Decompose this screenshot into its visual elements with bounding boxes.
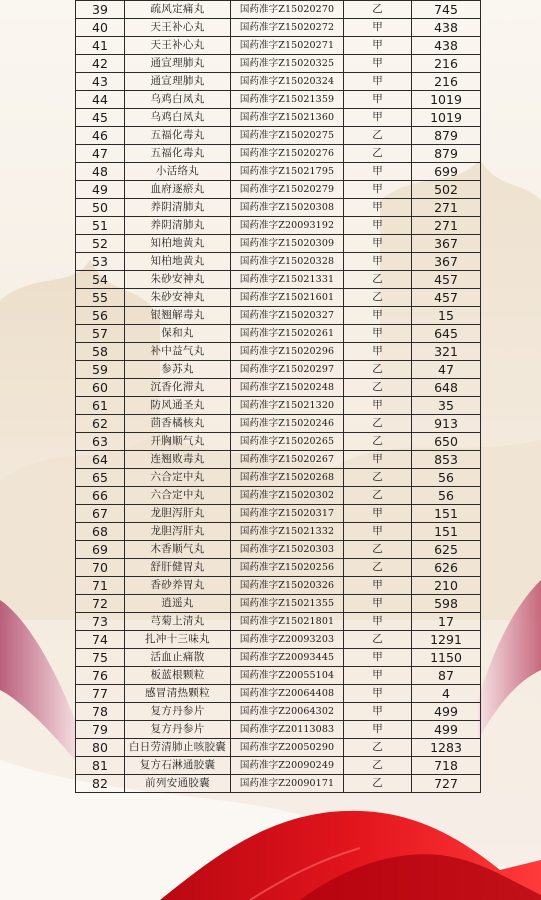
- insurance-class-cell: 乙: [344, 127, 412, 145]
- price-cell: 457: [412, 271, 481, 289]
- insurance-class-cell: 甲: [344, 55, 412, 73]
- price-cell: 56: [412, 487, 481, 505]
- row-number-cell: 50: [76, 199, 125, 217]
- drug-table-body: [76, 1, 481, 793]
- insurance-class-cell: 乙: [344, 775, 412, 793]
- drug-name-cell: 养阴清肺丸: [125, 217, 231, 235]
- drug-name-cell: 参苏丸: [125, 361, 231, 379]
- insurance-class-cell: 甲: [344, 235, 412, 253]
- price-cell: 1291: [412, 631, 481, 649]
- row-number-cell: 63: [76, 433, 125, 451]
- price-cell: 367: [412, 253, 481, 271]
- table-row: [76, 307, 481, 325]
- insurance-class-cell: 乙: [344, 1, 412, 19]
- drug-name-cell: 白日劳清肺止咳胶囊: [125, 739, 231, 757]
- drug-name-cell: 天王补心丸: [125, 37, 231, 55]
- drug-name-cell: 六合定中丸: [125, 469, 231, 487]
- row-number-cell: 40: [76, 19, 125, 37]
- row-number-cell: 43: [76, 73, 125, 91]
- drug-name-cell: 连翘败毒丸: [125, 451, 231, 469]
- insurance-class-cell: 乙: [344, 541, 412, 559]
- table-row: [76, 289, 481, 307]
- drug-name-cell: 六合定中丸: [125, 487, 231, 505]
- drug-name-cell: 逍遥丸: [125, 595, 231, 613]
- approval-number-cell: 国药准字Z15020265: [231, 433, 344, 451]
- price-cell: 853: [412, 451, 481, 469]
- row-number-cell: 57: [76, 325, 125, 343]
- row-number-cell: 52: [76, 235, 125, 253]
- insurance-class-cell: 甲: [344, 109, 412, 127]
- table-row: [76, 325, 481, 343]
- approval-number-cell: 国药准字Z15020308: [231, 199, 344, 217]
- insurance-class-cell: 乙: [344, 271, 412, 289]
- insurance-class-cell: 甲: [344, 343, 412, 361]
- insurance-class-cell: 乙: [344, 739, 412, 757]
- price-cell: 1150: [412, 649, 481, 667]
- approval-number-cell: 国药准字Z15020279: [231, 181, 344, 199]
- row-number-cell: 41: [76, 37, 125, 55]
- price-cell: 626: [412, 559, 481, 577]
- approval-number-cell: 国药准字Z20093192: [231, 217, 344, 235]
- drug-name-cell: 板蓝根颗粒: [125, 667, 231, 685]
- approval-number-cell: 国药准字Z15020328: [231, 253, 344, 271]
- price-cell: 47: [412, 361, 481, 379]
- approval-number-cell: 国药准字Z15021359: [231, 91, 344, 109]
- drug-name-cell: 朱砂安神丸: [125, 289, 231, 307]
- drug-name-cell: 朱砂安神丸: [125, 271, 231, 289]
- drug-name-cell: 银翘解毒丸: [125, 307, 231, 325]
- price-cell: 502: [412, 181, 481, 199]
- price-cell: 499: [412, 703, 481, 721]
- drug-table-container: [75, 0, 477, 798]
- drug-name-cell: 茴香橘核丸: [125, 415, 231, 433]
- price-cell: 15: [412, 307, 481, 325]
- approval-number-cell: 国药准字Z15020309: [231, 235, 344, 253]
- approval-number-cell: 国药准字Z15020268: [231, 469, 344, 487]
- price-cell: 1019: [412, 109, 481, 127]
- insurance-class-cell: 甲: [344, 523, 412, 541]
- table-row: [76, 379, 481, 397]
- price-cell: 879: [412, 127, 481, 145]
- row-number-cell: 53: [76, 253, 125, 271]
- drug-name-cell: 小活络丸: [125, 163, 231, 181]
- table-row: [76, 685, 481, 703]
- price-cell: 718: [412, 757, 481, 775]
- drug-name-cell: 沉香化滞丸: [125, 379, 231, 397]
- drug-name-cell: 复方丹参片: [125, 703, 231, 721]
- approval-number-cell: 国药准字Z15021331: [231, 271, 344, 289]
- price-cell: 17: [412, 613, 481, 631]
- approval-number-cell: 国药准字Z20055104: [231, 667, 344, 685]
- price-cell: 35: [412, 397, 481, 415]
- drug-name-cell: 防风通圣丸: [125, 397, 231, 415]
- table-row: [76, 73, 481, 91]
- price-cell: 271: [412, 217, 481, 235]
- price-cell: 438: [412, 37, 481, 55]
- row-number-cell: 62: [76, 415, 125, 433]
- insurance-class-cell: 甲: [344, 91, 412, 109]
- insurance-class-cell: 甲: [344, 217, 412, 235]
- approval-number-cell: 国药准字Z20113083: [231, 721, 344, 739]
- price-cell: 499: [412, 721, 481, 739]
- drug-name-cell: 扎冲十三味丸: [125, 631, 231, 649]
- table-row: [76, 667, 481, 685]
- table-row: [76, 631, 481, 649]
- table-row: [76, 235, 481, 253]
- table-row: [76, 523, 481, 541]
- table-row: [76, 559, 481, 577]
- insurance-class-cell: 甲: [344, 667, 412, 685]
- approval-number-cell: 国药准字Z15021355: [231, 595, 344, 613]
- insurance-class-cell: 乙: [344, 631, 412, 649]
- drug-name-cell: 乌鸡白凤丸: [125, 91, 231, 109]
- insurance-class-cell: 乙: [344, 433, 412, 451]
- drug-name-cell: 感冒清热颗粒: [125, 685, 231, 703]
- drug-name-cell: 活血止痛散: [125, 649, 231, 667]
- row-number-cell: 64: [76, 451, 125, 469]
- row-number-cell: 79: [76, 721, 125, 739]
- table-row: [76, 55, 481, 73]
- approval-number-cell: 国药准字Z20064408: [231, 685, 344, 703]
- drug-name-cell: 复方石淋通胶囊: [125, 757, 231, 775]
- table-row: [76, 1, 481, 19]
- row-number-cell: 56: [76, 307, 125, 325]
- approval-number-cell: 国药准字Z15020275: [231, 127, 344, 145]
- drug-name-cell: 血府逐瘀丸: [125, 181, 231, 199]
- approval-number-cell: 国药准字Z15021601: [231, 289, 344, 307]
- drug-name-cell: 知柏地黄丸: [125, 235, 231, 253]
- row-number-cell: 55: [76, 289, 125, 307]
- table-row: [76, 343, 481, 361]
- insurance-class-cell: 甲: [344, 181, 412, 199]
- drug-name-cell: 天王补心丸: [125, 19, 231, 37]
- approval-number-cell: 国药准字Z15020256: [231, 559, 344, 577]
- drug-name-cell: 舒肝健胃丸: [125, 559, 231, 577]
- drug-name-cell: 通宣理肺丸: [125, 73, 231, 91]
- table-row: [76, 505, 481, 523]
- table-row: [76, 577, 481, 595]
- drug-name-cell: 木香顺气丸: [125, 541, 231, 559]
- row-number-cell: 81: [76, 757, 125, 775]
- insurance-class-cell: 甲: [344, 595, 412, 613]
- price-cell: 87: [412, 667, 481, 685]
- row-number-cell: 66: [76, 487, 125, 505]
- insurance-class-cell: 甲: [344, 613, 412, 631]
- table-row: [76, 739, 481, 757]
- price-cell: 4: [412, 685, 481, 703]
- table-row: [76, 37, 481, 55]
- insurance-class-cell: 乙: [344, 145, 412, 163]
- drug-name-cell: 乌鸡白凤丸: [125, 109, 231, 127]
- approval-number-cell: 国药准字Z15020303: [231, 541, 344, 559]
- table-row: [76, 127, 481, 145]
- approval-number-cell: 国药准字Z15021801: [231, 613, 344, 631]
- drug-name-cell: 香砂养胃丸: [125, 577, 231, 595]
- insurance-class-cell: 乙: [344, 487, 412, 505]
- approval-number-cell: 国药准字Z15020326: [231, 577, 344, 595]
- row-number-cell: 49: [76, 181, 125, 199]
- approval-number-cell: 国药准字Z20093203: [231, 631, 344, 649]
- drug-name-cell: 疏风定痛丸: [125, 1, 231, 19]
- row-number-cell: 46: [76, 127, 125, 145]
- table-row: [76, 361, 481, 379]
- drug-name-cell: 养阴清肺丸: [125, 199, 231, 217]
- insurance-class-cell: 甲: [344, 19, 412, 37]
- price-cell: 625: [412, 541, 481, 559]
- row-number-cell: 69: [76, 541, 125, 559]
- price-cell: 321: [412, 343, 481, 361]
- approval-number-cell: 国药准字Z20090171: [231, 775, 344, 793]
- row-number-cell: 65: [76, 469, 125, 487]
- price-cell: 879: [412, 145, 481, 163]
- row-number-cell: 73: [76, 613, 125, 631]
- insurance-class-cell: 乙: [344, 361, 412, 379]
- insurance-class-cell: 乙: [344, 757, 412, 775]
- drug-name-cell: 前列安通胶囊: [125, 775, 231, 793]
- row-number-cell: 71: [76, 577, 125, 595]
- table-row: [76, 451, 481, 469]
- approval-number-cell: 国药准字Z15020302: [231, 487, 344, 505]
- row-number-cell: 82: [76, 775, 125, 793]
- price-cell: 1019: [412, 91, 481, 109]
- approval-number-cell: 国药准字Z20064302: [231, 703, 344, 721]
- table-row: [76, 415, 481, 433]
- row-number-cell: 48: [76, 163, 125, 181]
- approval-number-cell: 国药准字Z15021360: [231, 109, 344, 127]
- price-cell: 913: [412, 415, 481, 433]
- insurance-class-cell: 甲: [344, 397, 412, 415]
- approval-number-cell: 国药准字Z20093445: [231, 649, 344, 667]
- table-row: [76, 469, 481, 487]
- row-number-cell: 39: [76, 1, 125, 19]
- row-number-cell: 61: [76, 397, 125, 415]
- price-cell: 1283: [412, 739, 481, 757]
- table-row: [76, 145, 481, 163]
- price-cell: 367: [412, 235, 481, 253]
- row-number-cell: 45: [76, 109, 125, 127]
- insurance-class-cell: 甲: [344, 577, 412, 595]
- approval-number-cell: 国药准字Z15020324: [231, 73, 344, 91]
- row-number-cell: 77: [76, 685, 125, 703]
- drug-name-cell: 复方丹参片: [125, 721, 231, 739]
- row-number-cell: 47: [76, 145, 125, 163]
- price-cell: 216: [412, 73, 481, 91]
- approval-number-cell: 国药准字Z15020270: [231, 1, 344, 19]
- approval-number-cell: 国药准字Z15020317: [231, 505, 344, 523]
- row-number-cell: 68: [76, 523, 125, 541]
- drug-name-cell: 五福化毒丸: [125, 145, 231, 163]
- insurance-class-cell: 甲: [344, 37, 412, 55]
- price-cell: 745: [412, 1, 481, 19]
- table-row: [76, 217, 481, 235]
- price-cell: 216: [412, 55, 481, 73]
- price-cell: 699: [412, 163, 481, 181]
- price-cell: 457: [412, 289, 481, 307]
- table-row: [76, 91, 481, 109]
- insurance-class-cell: 甲: [344, 451, 412, 469]
- row-number-cell: 72: [76, 595, 125, 613]
- table-row: [76, 163, 481, 181]
- insurance-class-cell: 甲: [344, 307, 412, 325]
- drug-name-cell: 龙胆泻肝丸: [125, 505, 231, 523]
- price-cell: 650: [412, 433, 481, 451]
- price-cell: 438: [412, 19, 481, 37]
- approval-number-cell: 国药准字Z15021795: [231, 163, 344, 181]
- table-row: [76, 703, 481, 721]
- table-row: [76, 199, 481, 217]
- insurance-class-cell: 甲: [344, 163, 412, 181]
- table-row: [76, 433, 481, 451]
- table-row: [76, 253, 481, 271]
- row-number-cell: 70: [76, 559, 125, 577]
- approval-number-cell: 国药准字Z15020271: [231, 37, 344, 55]
- table-row: [76, 181, 481, 199]
- insurance-class-cell: 甲: [344, 685, 412, 703]
- price-cell: 598: [412, 595, 481, 613]
- approval-number-cell: 国药准字Z15020272: [231, 19, 344, 37]
- row-number-cell: 74: [76, 631, 125, 649]
- price-cell: 727: [412, 775, 481, 793]
- row-number-cell: 78: [76, 703, 125, 721]
- table-row: [76, 595, 481, 613]
- drug-name-cell: 知柏地黄丸: [125, 253, 231, 271]
- insurance-class-cell: 甲: [344, 253, 412, 271]
- insurance-class-cell: 甲: [344, 649, 412, 667]
- row-number-cell: 67: [76, 505, 125, 523]
- approval-number-cell: 国药准字Z15020297: [231, 361, 344, 379]
- row-number-cell: 51: [76, 217, 125, 235]
- drug-name-cell: 芎菊上清丸: [125, 613, 231, 631]
- drug-name-cell: 五福化毒丸: [125, 127, 231, 145]
- price-cell: 151: [412, 523, 481, 541]
- row-number-cell: 58: [76, 343, 125, 361]
- table-row: [76, 487, 481, 505]
- table-row: [76, 649, 481, 667]
- insurance-class-cell: 乙: [344, 415, 412, 433]
- drug-name-cell: 通宣理肺丸: [125, 55, 231, 73]
- approval-number-cell: 国药准字Z15020261: [231, 325, 344, 343]
- insurance-class-cell: 甲: [344, 73, 412, 91]
- approval-number-cell: 国药准字Z15020325: [231, 55, 344, 73]
- drug-name-cell: 保和丸: [125, 325, 231, 343]
- price-cell: 645: [412, 325, 481, 343]
- approval-number-cell: 国药准字Z15020327: [231, 307, 344, 325]
- approval-number-cell: 国药准字Z15020246: [231, 415, 344, 433]
- table-row: [76, 775, 481, 793]
- drug-price-table: [75, 0, 481, 793]
- price-cell: 648: [412, 379, 481, 397]
- row-number-cell: 76: [76, 667, 125, 685]
- drug-name-cell: 开胸顺气丸: [125, 433, 231, 451]
- approval-number-cell: 国药准字Z15020276: [231, 145, 344, 163]
- table-row: [76, 397, 481, 415]
- table-row: [76, 19, 481, 37]
- table-row: [76, 721, 481, 739]
- approval-number-cell: 国药准字Z15020267: [231, 451, 344, 469]
- row-number-cell: 42: [76, 55, 125, 73]
- price-cell: 271: [412, 199, 481, 217]
- row-number-cell: 44: [76, 91, 125, 109]
- drug-name-cell: 龙胆泻肝丸: [125, 523, 231, 541]
- insurance-class-cell: 甲: [344, 703, 412, 721]
- approval-number-cell: 国药准字Z20050290: [231, 739, 344, 757]
- approval-number-cell: 国药准字Z15021320: [231, 397, 344, 415]
- approval-number-cell: 国药准字Z15020296: [231, 343, 344, 361]
- price-cell: 151: [412, 505, 481, 523]
- row-number-cell: 60: [76, 379, 125, 397]
- insurance-class-cell: 甲: [344, 199, 412, 217]
- price-cell: 56: [412, 469, 481, 487]
- table-row: [76, 109, 481, 127]
- row-number-cell: 80: [76, 739, 125, 757]
- row-number-cell: 54: [76, 271, 125, 289]
- insurance-class-cell: 甲: [344, 505, 412, 523]
- table-row: [76, 541, 481, 559]
- drug-name-cell: 补中益气丸: [125, 343, 231, 361]
- insurance-class-cell: 乙: [344, 289, 412, 307]
- row-number-cell: 75: [76, 649, 125, 667]
- table-row: [76, 271, 481, 289]
- approval-number-cell: 国药准字Z15021332: [231, 523, 344, 541]
- table-row: [76, 613, 481, 631]
- approval-number-cell: 国药准字Z20090249: [231, 757, 344, 775]
- row-number-cell: 59: [76, 361, 125, 379]
- price-cell: 210: [412, 577, 481, 595]
- insurance-class-cell: 甲: [344, 721, 412, 739]
- insurance-class-cell: 乙: [344, 559, 412, 577]
- approval-number-cell: 国药准字Z15020248: [231, 379, 344, 397]
- insurance-class-cell: 乙: [344, 379, 412, 397]
- insurance-class-cell: 甲: [344, 325, 412, 343]
- table-row: [76, 757, 481, 775]
- insurance-class-cell: 乙: [344, 469, 412, 487]
